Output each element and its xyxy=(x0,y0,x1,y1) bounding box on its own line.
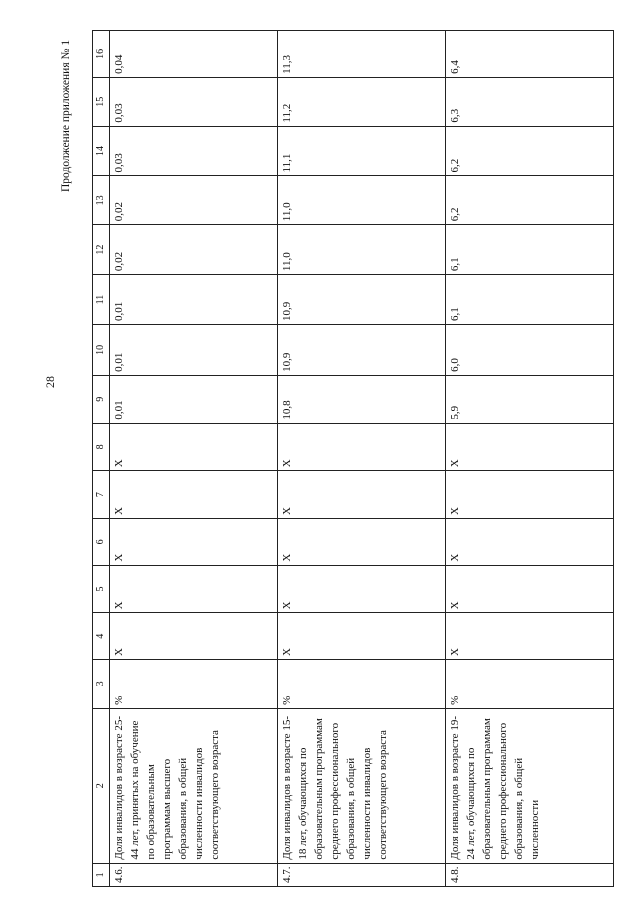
row-description: Доля инвалидов в возрасте 15-18 лет, обучающихся по образовательным программам среднего профессионального образования, в общей численности инвалидов соответствующего возраста xyxy=(278,708,446,863)
row-cell: X xyxy=(278,423,446,471)
row-cell: 6,2 xyxy=(446,176,614,225)
table-row xyxy=(446,31,614,887)
row-cell: 0,01 xyxy=(110,324,278,375)
column-number: 16 xyxy=(93,31,110,78)
row-cell: 0,01 xyxy=(110,275,278,325)
row-id: 4.6. xyxy=(110,863,278,886)
row-cell: X xyxy=(446,565,614,613)
indicator-table xyxy=(92,30,614,887)
column-number: 1 xyxy=(93,863,110,886)
row-description: Доля инвалидов в возрасте 25-44 лет, принятых на обучение по образовательным программам высшего образования, в общей численности инвалидов соответствующего возраста xyxy=(110,708,278,863)
row-cell: 11,1 xyxy=(278,126,446,176)
column-number: 13 xyxy=(93,176,110,225)
page-number: 28 xyxy=(43,376,57,388)
row-id: 4.7. xyxy=(278,863,446,886)
column-number: 2 xyxy=(93,708,110,863)
column-number-row xyxy=(93,31,110,887)
row-cell: 10,9 xyxy=(278,275,446,325)
row-cell: 0,01 xyxy=(110,375,278,423)
row-cell: 6,0 xyxy=(446,324,614,375)
row-cell: 11,3 xyxy=(278,31,446,78)
column-number: 6 xyxy=(93,519,110,566)
row-cell: X xyxy=(446,423,614,471)
row-cell: 6,2 xyxy=(446,126,614,176)
column-number: 12 xyxy=(93,225,110,275)
column-number: 8 xyxy=(93,423,110,471)
row-cell: 11,0 xyxy=(278,225,446,275)
column-number: 3 xyxy=(93,660,110,709)
column-number: 10 xyxy=(93,324,110,375)
column-number: 5 xyxy=(93,565,110,613)
row-cell: 6,1 xyxy=(446,275,614,325)
column-number: 4 xyxy=(93,613,110,660)
column-number: 7 xyxy=(93,471,110,519)
row-cell: X xyxy=(110,613,278,660)
row-cell: 11,2 xyxy=(278,77,446,126)
row-cell: X xyxy=(110,565,278,613)
column-number: 11 xyxy=(93,275,110,325)
row-unit: % xyxy=(446,660,614,709)
table-row xyxy=(278,31,446,887)
row-cell: 10,8 xyxy=(278,375,446,423)
row-cell: 6,1 xyxy=(446,225,614,275)
row-cell: X xyxy=(278,613,446,660)
row-cell: 11,0 xyxy=(278,176,446,225)
row-cell: X xyxy=(446,613,614,660)
row-cell: X xyxy=(110,471,278,519)
row-cell: 10,9 xyxy=(278,324,446,375)
row-description: Доля инвалидов в возрасте 19-24 лет, обучающихся по образовательным программам среднего профессионального образования, в общей численности xyxy=(446,708,614,863)
column-number: 15 xyxy=(93,77,110,126)
row-cell: 6,4 xyxy=(446,31,614,78)
row-cell: 0,02 xyxy=(110,225,278,275)
row-cell: X xyxy=(446,471,614,519)
row-cell: X xyxy=(110,423,278,471)
appendix-continuation-note: Продолжение приложения № 1 xyxy=(60,39,72,192)
row-unit: % xyxy=(110,660,278,709)
row-unit: % xyxy=(278,660,446,709)
row-cell: X xyxy=(446,519,614,566)
row-cell: 0,03 xyxy=(110,77,278,126)
row-cell: X xyxy=(278,471,446,519)
row-cell: X xyxy=(110,519,278,566)
row-cell: 0,04 xyxy=(110,31,278,78)
row-cell: X xyxy=(278,565,446,613)
row-cell: X xyxy=(278,519,446,566)
table-row xyxy=(110,31,278,887)
row-cell: 0,02 xyxy=(110,176,278,225)
row-cell: 0,03 xyxy=(110,126,278,176)
row-cell: 6,3 xyxy=(446,77,614,126)
row-cell: 5,9 xyxy=(446,375,614,423)
table-container xyxy=(92,30,612,887)
row-id: 4.8. xyxy=(446,863,614,886)
column-number: 14 xyxy=(93,126,110,176)
column-number: 9 xyxy=(93,375,110,423)
